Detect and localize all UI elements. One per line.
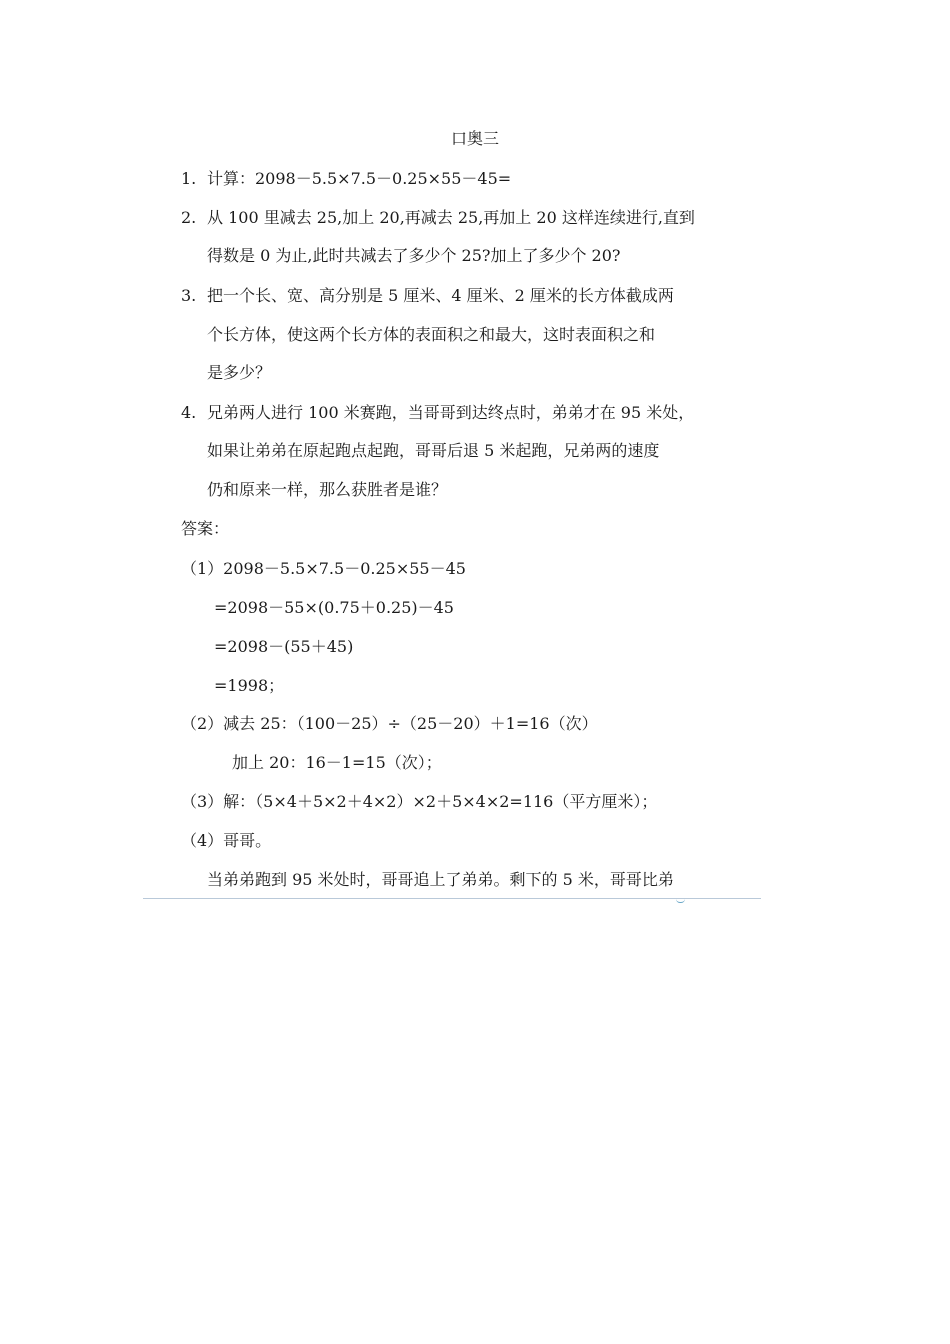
question-4-line-2: 如果让弟弟在原起跑点起跑，哥哥后退 5 米起跑，兄弟两的速度 [207, 441, 660, 460]
question-3-line-1: 把一个长、宽、高分别是 5 厘米、4 厘米、2 厘米的长方体截成两 [207, 286, 674, 305]
answer-4-line-2: 当弟弟跑到 95 米处时，哥哥追上了弟弟。剩下的 5 米，哥哥比弟 [207, 870, 674, 889]
answer-1-line-3: =2098－(55＋45) [214, 637, 354, 656]
question-1-line-1: 计算：2098－5.5×7.5－0.25×55－45= [207, 169, 512, 188]
page-title: 口奥三 [450, 129, 499, 148]
answer-3-line-1: （3）解：（5×4＋5×2＋4×2）×2＋5×4×2=116（平方厘米）； [181, 792, 658, 811]
question-2-line-2: 得数是 0 为止,此时共减去了多少个 25?加上了多少个 20? [207, 246, 621, 265]
decorative-mark [676, 899, 685, 903]
question-4-line-3: 仍和原来一样，那么获胜者是谁？ [207, 480, 448, 499]
question-1-number: 1. [181, 169, 197, 188]
answer-2-line-1: （2）减去 25：（100－25）÷（25－20）＋1=16（次） [181, 714, 598, 733]
answer-1-line-2: =2098－55×(0.75＋0.25)－45 [214, 598, 454, 617]
question-2-number: 2. [181, 208, 197, 227]
question-2-line-1: 从 100 里减去 25,加上 20,再减去 25,再加上 20 这样连续进行,直到 [207, 208, 695, 227]
answer-1-line-4: =1998； [214, 676, 285, 695]
question-4-line-1: 兄弟两人进行 100 米赛跑，当哥哥到达终点时，弟弟才在 95 米处， [207, 403, 695, 422]
answer-2-line-2: 加上 20：16－1=15（次）； [232, 753, 442, 772]
question-3-line-3: 是多少？ [207, 363, 272, 382]
bottom-divider [143, 898, 761, 899]
question-3-number: 3. [181, 286, 197, 305]
question-3-line-2: 个长方体，使这两个长方体的表面积之和最大，这时表面积之和 [207, 325, 656, 344]
answers-heading: 答案： [181, 519, 230, 538]
answer-1-line-1: （1）2098－5.5×7.5－0.25×55－45 [181, 559, 466, 578]
question-4-number: 4. [181, 403, 197, 422]
answer-4-line-1: （4）哥哥。 [181, 831, 272, 850]
